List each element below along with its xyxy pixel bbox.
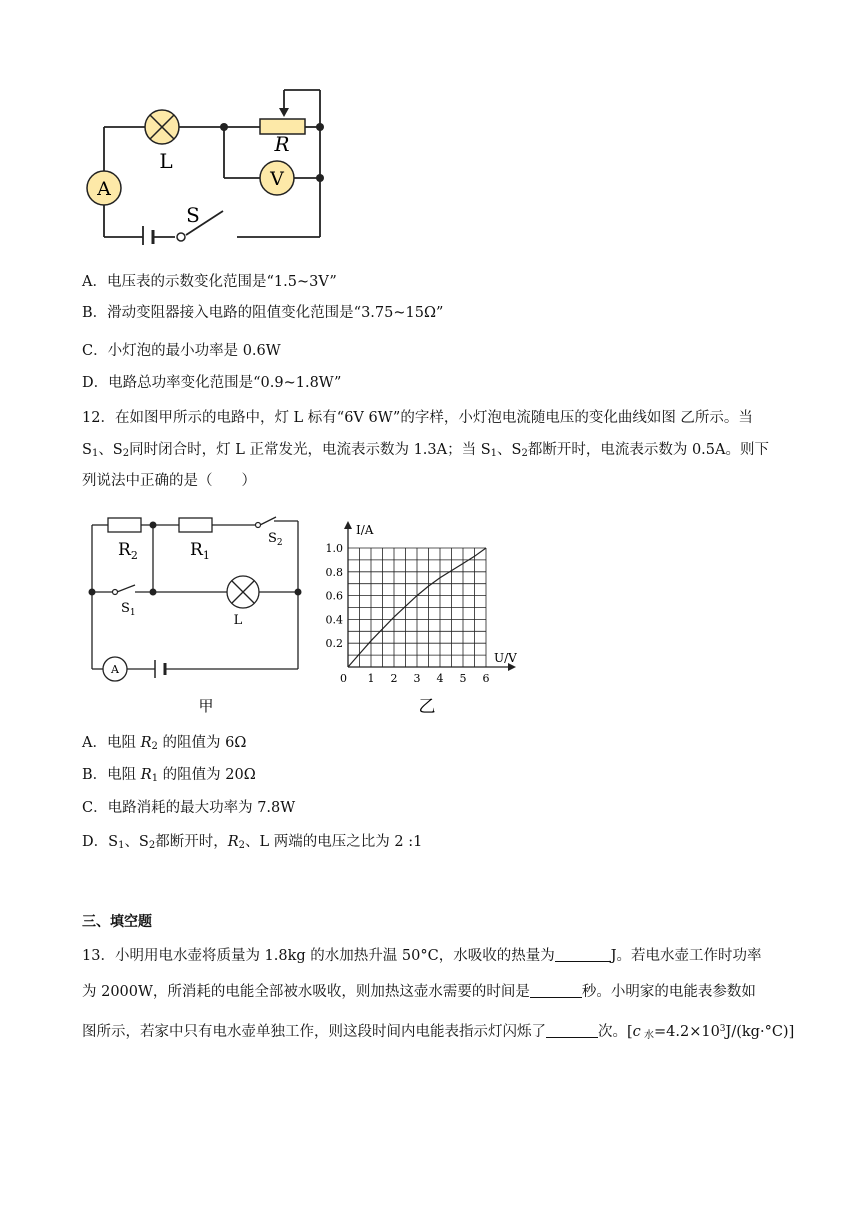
y-axis-arrow (344, 521, 352, 529)
x-tick-label: 2 (390, 672, 398, 685)
q12-stem-line3: 列说法中正确的是（ ） (82, 473, 256, 489)
q12-option-c: C．电路消耗的最大功率为 7.8W (82, 800, 296, 816)
q12-option-b: B．电阻 $R_1$ 的阻值为 20Ω (82, 767, 256, 784)
switch-label: S (186, 203, 200, 227)
q12-stem-line2: $S_1$、$S_2$同时闭合时，灯 L 正常发光，电流表示数为 1.3A；当 $S_1$、$S_2$都断开时，电流表示数为 0.5A。则下 (82, 442, 769, 459)
r2-label: $R_2$ (118, 540, 138, 562)
q11-option-a: A．电压表的示数变化范围是“1.5~3V” (82, 274, 337, 290)
q13-line3: 图所示，若家中只有电水壶单独工作，则这段时间内电能表指示灯闪烁了 次。[c $_水=4.2\times 10^3J/(kg\cdot^\circ C)$] (82, 1024, 795, 1041)
q12-option-d: D．$S_1$、$S_2$都断开时，$R_2$、L 两端的电压之比为 2 :1 (82, 834, 423, 851)
x-tick-label: 3 (413, 672, 421, 685)
x-tick-label: 5 (459, 672, 467, 685)
answer-blank-2 (530, 983, 582, 998)
x-tick-label: 4 (436, 672, 444, 685)
q12-option-a: A．电阻 $R_2$ 的阻值为 6Ω (82, 735, 247, 752)
lamp-label-2: L (233, 613, 243, 628)
s1-label: $S_1$ (121, 601, 136, 618)
lamp-label: L (159, 149, 173, 173)
iu-chart (325, 515, 525, 720)
q11-option-b: B．滑动变阻器接入电路的阻值变化范围是“3.75~15Ω” (82, 305, 444, 321)
voltmeter-label: V (270, 168, 284, 190)
answer-blank-3 (546, 1023, 598, 1038)
x-tick-label: 6 (482, 672, 490, 685)
ammeter-label-2: A (111, 663, 119, 676)
r1-label: $R_1$ (190, 540, 210, 562)
q12-stem-line1: 12．在如图甲所示的电路中，灯 L 标有“6V 6W”的字样，小灯泡电流随电压的变化曲线如图 乙所示。当 (82, 410, 753, 426)
chart-axes (344, 521, 516, 671)
answer-blank-1 (555, 947, 611, 962)
y-tick-label: 0.4 (325, 613, 343, 627)
y-tick-label: 0.6 (325, 589, 343, 603)
q13-line1: 13．小明用电水壶将质量为 1.8kg 的水加热升温 50°C，水吸收的热量为 J。若电水壶工作时功率 (82, 948, 762, 964)
section-heading: 三、填空题 (82, 914, 152, 930)
q13-line2: 为 2000W，所消耗的电能全部被水吸收，则加热这壶水需要的时间是 秒。小明家的电能表参数如 (82, 984, 756, 1000)
rheostat-label: R (274, 132, 290, 156)
y-tick-label: 1.0 (325, 542, 343, 555)
chart-xlabel: U/V (494, 651, 517, 665)
figure-caption-yi: 乙 (418, 697, 436, 717)
s2-label: $S_2$ (268, 531, 283, 548)
q11-option-d: D．电路总功率变化范围是“0.9~1.8W” (82, 375, 342, 391)
chart-grid (348, 548, 486, 667)
q11-option-c: C．小灯泡的最小功率是 0.6W (82, 343, 281, 359)
circuit-figure-2 (85, 510, 310, 720)
circuit-figure-1 (80, 80, 340, 245)
y-tick-label: 0.2 (325, 637, 343, 651)
y-tick-label: 0.8 (325, 565, 343, 579)
ammeter-label: A (97, 178, 111, 200)
figure-caption-jia: 甲 (198, 697, 214, 715)
chart-ylabel: I/A (356, 523, 374, 537)
x-tick-label: 1 (367, 672, 375, 685)
chart-origin-label: 0 (340, 672, 347, 685)
